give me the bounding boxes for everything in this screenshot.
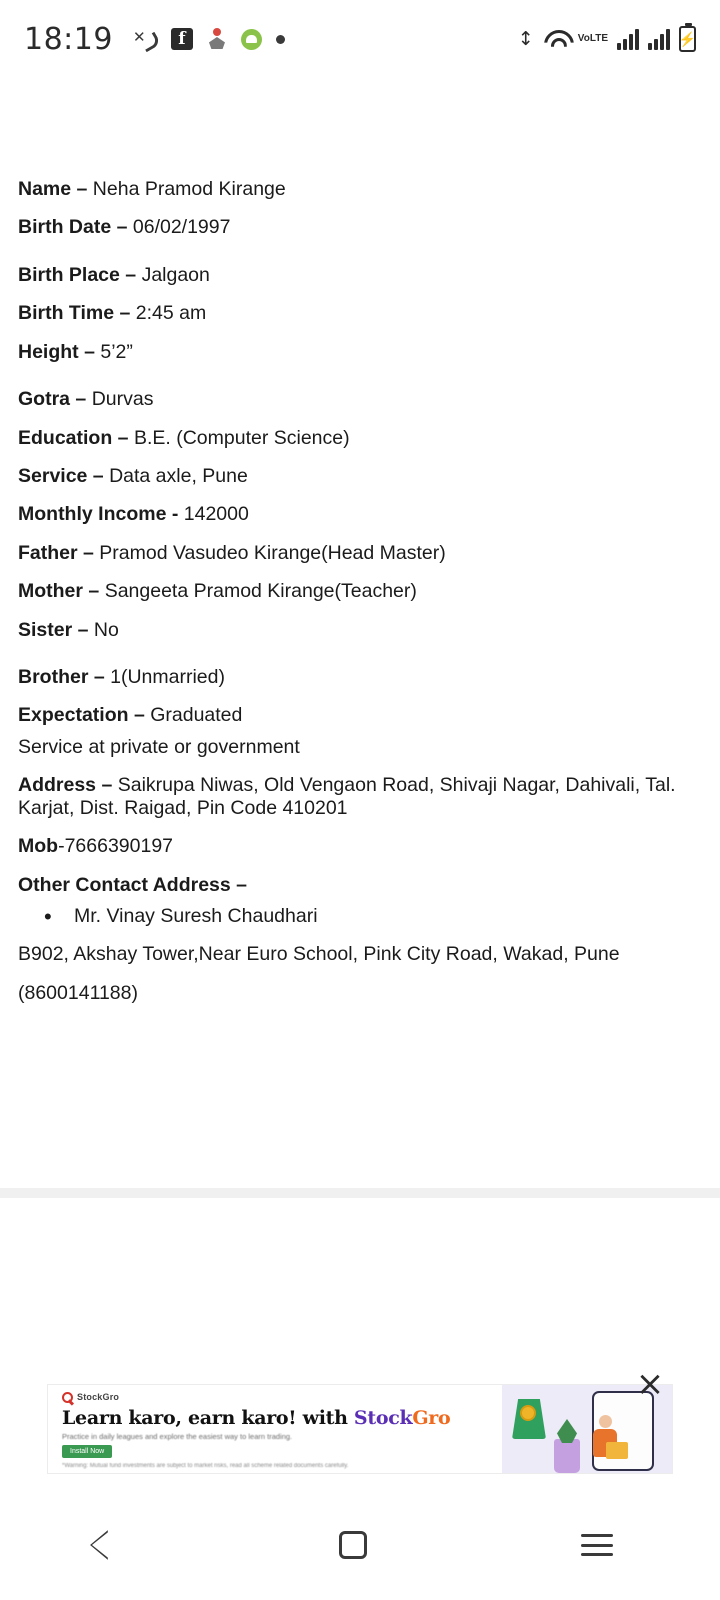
status-right-icons <box>518 26 696 52</box>
recents-button[interactable] <box>581 1534 613 1556</box>
volte-label-top: Vo <box>577 33 590 44</box>
ad-text-block <box>48 1385 502 1473</box>
money-stack-icon <box>512 1399 546 1439</box>
field-expectation-value: Graduated <box>150 704 243 727</box>
stockgro-logo-icon <box>62 1392 73 1403</box>
ad-banner[interactable] <box>48 1364 672 1473</box>
field-brother-value: 1(Unmarried) <box>110 666 225 689</box>
ad-headline <box>62 1407 492 1429</box>
battery-charging-glyph: ⚡ <box>678 31 697 47</box>
signal-bars-sim1-icon <box>617 28 639 50</box>
volte-label-bottom: LTE <box>589 33 608 44</box>
field-mobile-value: -7666390197 <box>58 835 174 858</box>
field-mother-value: Sangeeta Pramod Kirange(Teacher) <box>104 580 417 603</box>
field-gotra-value: Durvas <box>91 388 154 411</box>
field-education-value: B.E. (Computer Science) <box>133 426 350 449</box>
data-transfer-icon: ↕ <box>517 27 534 50</box>
android-icon <box>241 29 262 50</box>
ad-headline-plain: Learn karo, earn karo! with <box>62 1406 354 1429</box>
facebook-icon: f <box>171 28 193 50</box>
status-left-icons <box>133 28 285 50</box>
field-father <box>16 542 704 564</box>
ad-install-button[interactable]: Install Now <box>62 1445 112 1458</box>
ad-brand-name: StockGro <box>77 1392 120 1402</box>
ad-headline-brand-1: Stock <box>353 1406 413 1429</box>
back-button[interactable] <box>107 1530 126 1560</box>
field-name-value: Neha Pramod Kirange <box>92 178 286 200</box>
field-mother <box>16 580 704 602</box>
missed-call-icon <box>133 30 157 48</box>
contact-address: B902, Akshay Tower,Near Euro School, Pink City Road, Wakad, Pune <box>18 943 620 966</box>
contact-name: • Mr. Vinay Suresh Chaudhari <box>72 905 704 927</box>
field-address-label: Address – <box>18 774 113 797</box>
dot-icon <box>276 35 285 44</box>
field-expectation-label: Expectation – <box>18 704 145 727</box>
briefcase-icon <box>606 1442 628 1459</box>
field-birth-place-label: Birth Place – <box>18 263 137 286</box>
plant-icon <box>554 1439 580 1473</box>
ad-headline-brand-2: Gro <box>412 1406 451 1429</box>
field-sister-value: No <box>93 618 119 641</box>
field-education-label: Education – <box>18 426 129 449</box>
field-birth-time <box>16 302 704 324</box>
ad-subtext: Practice in daily leagues and explore the easiest way to learn trading. <box>62 1431 293 1441</box>
wifi-icon <box>543 29 569 49</box>
field-father-label: Father – <box>18 541 94 564</box>
field-monthly-income-label: Monthly Income - <box>18 503 179 526</box>
volte-icon <box>578 34 608 44</box>
field-height-label: Height – <box>18 340 95 363</box>
coin-icon <box>520 1405 536 1421</box>
signal-bars-sim2-icon <box>648 28 670 50</box>
field-birth-place-value: Jalgaon <box>141 263 210 286</box>
field-brother <box>16 666 704 688</box>
battery-icon <box>679 26 696 52</box>
field-birth-date-value: 06/02/1997 <box>132 216 231 239</box>
field-sister-label: Sister – <box>18 618 89 641</box>
field-brother-label: Brother – <box>18 666 105 689</box>
page-separator <box>0 1188 720 1198</box>
field-birth-time-label: Birth Time – <box>18 302 131 325</box>
contact-phone: (8600141188) <box>18 981 138 1004</box>
field-education <box>16 427 704 449</box>
field-father-value: Pramod Vasudeo Kirange(Head Master) <box>99 541 446 564</box>
field-other-contact-label: Other Contact Address – <box>18 873 247 896</box>
field-birth-date <box>16 216 704 238</box>
field-monthly-income <box>16 503 704 525</box>
field-expectation-line2: Service at private or government <box>18 735 300 758</box>
field-gotra-label: Gotra – <box>18 388 87 411</box>
field-birth-place <box>16 264 704 286</box>
field-height <box>16 341 704 363</box>
field-address-value: Saikrupa Niwas, Old Vengaon Road, Shivaji Nagar, Dahivali, Tal. Karjat, Dist. Raigad, Pin Code 410201 <box>18 774 676 819</box>
field-name-label: Name – <box>18 178 88 200</box>
field-service-value: Data axle, Pune <box>109 464 248 487</box>
status-bar <box>0 0 720 78</box>
field-birth-date-label: Birth Date – <box>18 216 128 239</box>
field-monthly-income-value: 142000 <box>183 503 249 526</box>
field-name <box>16 178 704 200</box>
field-service <box>16 465 704 487</box>
field-sister <box>16 619 704 641</box>
contact-icon <box>207 28 227 50</box>
system-navigation-bar <box>0 1490 720 1600</box>
field-gotra <box>16 388 704 410</box>
field-height-value: 5’2” <box>100 340 133 363</box>
field-expectation <box>16 704 704 726</box>
field-mobile <box>16 835 704 857</box>
biodata-document <box>0 78 720 1020</box>
field-address <box>16 774 704 819</box>
field-mobile-label: Mob <box>18 835 59 858</box>
home-button[interactable] <box>339 1531 367 1559</box>
field-service-label: Service – <box>18 464 104 487</box>
field-birth-time-value: 2:45 am <box>135 302 207 325</box>
ad-disclaimer: *Warning: Mutual fund investments are subject to market risks, read all scheme related documents carefully. <box>62 1462 349 1469</box>
close-icon[interactable]: × <box>635 1364 665 1404</box>
status-clock: 18:19 <box>24 21 113 57</box>
ad-brand-row <box>62 1392 492 1403</box>
field-mother-label: Mother – <box>18 580 100 603</box>
